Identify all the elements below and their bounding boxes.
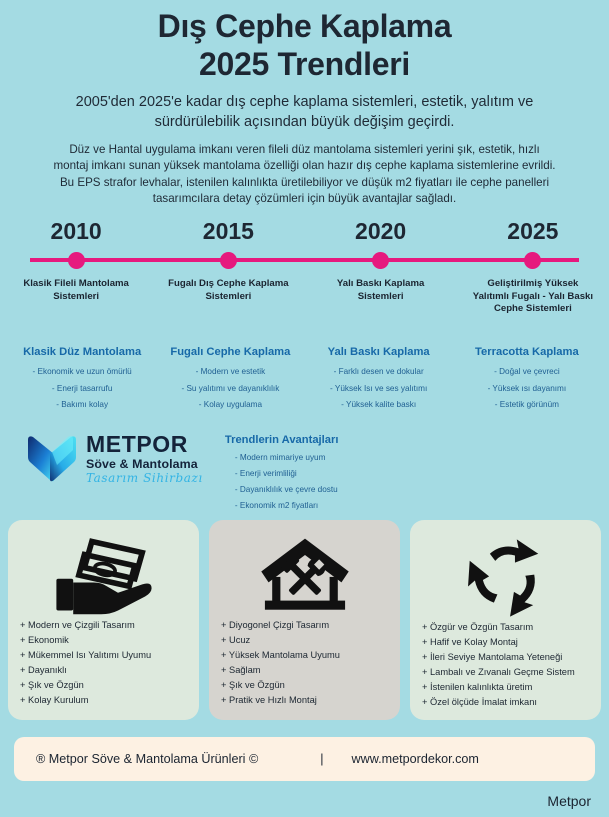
list-item: - Modern mimariye uyum [234, 453, 326, 463]
list-item: - Bakımı kolay [56, 400, 109, 410]
feature-column-fugali-cephe-kaplama [156, 346, 304, 414]
list-item: - Yüksek ısı dayanımı [487, 383, 567, 393]
timeline [0, 217, 609, 342]
list-item: + İleri Seviye Mantolama Yeteneği [422, 652, 563, 663]
list-item: + Şık ve Özgün [20, 680, 84, 691]
watermark-label: Metpor [547, 793, 591, 809]
advantages-list [225, 450, 339, 514]
feature-column-list [305, 364, 453, 414]
benefit-card-list [418, 620, 593, 710]
timeline-year: 2015 [202, 217, 254, 244]
feature-column-klasik-duz-mantolama [8, 346, 156, 414]
page-title-line-1: Dış Cephe Kaplama [157, 8, 452, 44]
list-item: + Özgür ve Özgün Tasarım [422, 622, 534, 633]
brand-tagline: Tasarım Sihirbazı [86, 470, 203, 485]
brand-logo-text [86, 430, 203, 485]
brand-subtitle: Söve & Mantolama [86, 456, 198, 471]
feature-column-title: Fugalı Cephe Kaplama [170, 345, 291, 358]
list-item: + Lambalı ve Zıvanalı Geçme Sistem [422, 667, 575, 678]
timeline-item-2010[interactable] [0, 217, 152, 316]
list-item: - Enerji verimliliği [234, 469, 297, 479]
list-item: - Yüksek kalite baskı [341, 400, 417, 410]
timeline-year: 2020 [355, 217, 407, 244]
list-item: - Su yalıtımı ve dayanıklılık [181, 383, 280, 393]
footer-separator: | [320, 752, 324, 766]
feature-column-list [453, 364, 601, 414]
brand-logo[interactable] [24, 428, 203, 484]
benefit-card-installation[interactable] [209, 520, 400, 720]
list-item: + Ekonomik [20, 635, 69, 646]
timeline-label: Fugalı Dış Cephe Kaplama Sistemleri [168, 277, 289, 302]
list-item: - Doğal ve çevreci [494, 366, 560, 376]
intro-paragraph: Düz ve Hantal uygulama imkanı veren fileli düz mantolama sistemleri yerini şık, estetik, hızlı montaj imkanı sunan yüksek mantolama özelliği olan hazır dış cephe kaplama sistemlerine evrildi. Bu EPS strafor levhalar, istenilen kalınlıkta üretilebiliyor ve düşük m2 fiyatları ile cephe panelleri tasarımcılara detay çözümleri için büyük avantajlar sağladı. [53, 142, 556, 206]
hand-holding-money-icon [16, 534, 191, 618]
page-title-line-2: 2025 Trendleri [198, 45, 411, 82]
house-tools-icon [217, 534, 392, 618]
list-item: - Ekonomik m2 fiyatları [234, 501, 319, 511]
timeline-year: 2025 [507, 217, 559, 244]
timeline-label: Yalı Baskı Kaplama Sistemleri [336, 277, 425, 302]
brand-and-advantages [0, 428, 609, 514]
list-item: - Modern ve estetik [195, 366, 266, 376]
list-item: - Yüksek Isı ve ses yalıtımı [330, 383, 428, 393]
timeline-label: Geliştirilmiş Yüksek Yalıtımlı Fugalı - Yalı Baskı Cephe Sistemleri [472, 277, 594, 315]
benefit-card-list [217, 618, 392, 708]
timeline-dot-icon [220, 252, 237, 269]
feature-column-title: Terracotta Kaplama [475, 345, 579, 358]
list-item: + Diyogonel Çizgi Tasarım [221, 619, 330, 630]
list-item: + Şık ve Özgün [221, 680, 285, 691]
list-item: + Hafif ve Kolay Montaj [422, 637, 518, 648]
list-item: + Dayanıklı [20, 665, 67, 676]
list-item: - Farklı desen ve dokular [333, 366, 424, 376]
feature-column-yali-baski-kaplama [305, 346, 453, 414]
advantages-title: Trendlerin Avantajları [224, 434, 339, 447]
list-item: + Yüksek Mantolama Uyumu [221, 650, 340, 661]
list-item: + Sağlam [221, 665, 261, 676]
list-item: + Ucuz [221, 635, 251, 646]
feature-column-list [8, 364, 156, 414]
timeline-item-2020[interactable] [305, 217, 457, 316]
list-item: + Özel ölçüde İmalat imkanı [422, 697, 537, 708]
timeline-item-2025[interactable] [457, 217, 609, 316]
list-item: + Pratik ve Hızlı Montaj [221, 695, 317, 706]
benefit-card-list [16, 618, 191, 708]
metpor-logo-mark-icon [24, 432, 80, 484]
benefit-card-sustainability[interactable] [410, 520, 601, 720]
feature-columns [0, 346, 609, 414]
feature-column-terracotta-kaplama [453, 346, 601, 414]
recycle-arrows-icon [418, 534, 593, 620]
list-item: + Kolay Kurulum [20, 695, 89, 706]
footer-bar [14, 737, 595, 781]
timeline-dot-icon [68, 252, 85, 269]
list-item: + Modern ve Çizgili Tasarım [20, 620, 135, 631]
timeline-dot-icon [524, 252, 541, 269]
feature-column-title: Yalı Baskı Kaplama [327, 345, 430, 358]
list-item: + İstenilen kalınlıkta üretim [422, 682, 533, 693]
list-item: - Dayanıklılık ve çevre dostu [234, 485, 338, 495]
timeline-label: Klasik Fileli Mantolama Sistemleri [23, 277, 129, 302]
timeline-items [0, 217, 609, 316]
feature-column-title: Klasik Düz Mantolama [23, 345, 142, 358]
advantages-block [225, 428, 339, 514]
footer-copyright: ® Metpor Söve & Mantolama Ürünleri © [36, 752, 259, 766]
list-item: + Mükemmel Isı Yalıtımı Uyumu [20, 650, 152, 661]
timeline-year: 2010 [50, 217, 102, 244]
timeline-dot-icon [372, 252, 389, 269]
list-item: - Enerji tasarrufu [51, 383, 113, 393]
benefit-card-economy[interactable] [8, 520, 199, 720]
footer-website-link[interactable]: www.metpordekor.com [351, 752, 479, 766]
list-item: - Kolay uygulama [198, 400, 262, 410]
list-item: - Ekonomik ve uzun ömürlü [32, 366, 132, 376]
page-subtitle: 2005'den 2025'e kadar dış cephe kaplama sistemleri, estetik, yalıtım ve sürdürülebilik açısından büyük değişim geçirdi. [75, 93, 534, 130]
benefit-cards [0, 520, 609, 720]
timeline-item-2015[interactable] [152, 217, 304, 316]
page-title [0, 0, 609, 84]
list-item: - Estetik görünüm [494, 400, 559, 410]
feature-column-list [156, 364, 304, 414]
brand-name: METPOR [86, 430, 188, 457]
header-block [0, 0, 609, 208]
